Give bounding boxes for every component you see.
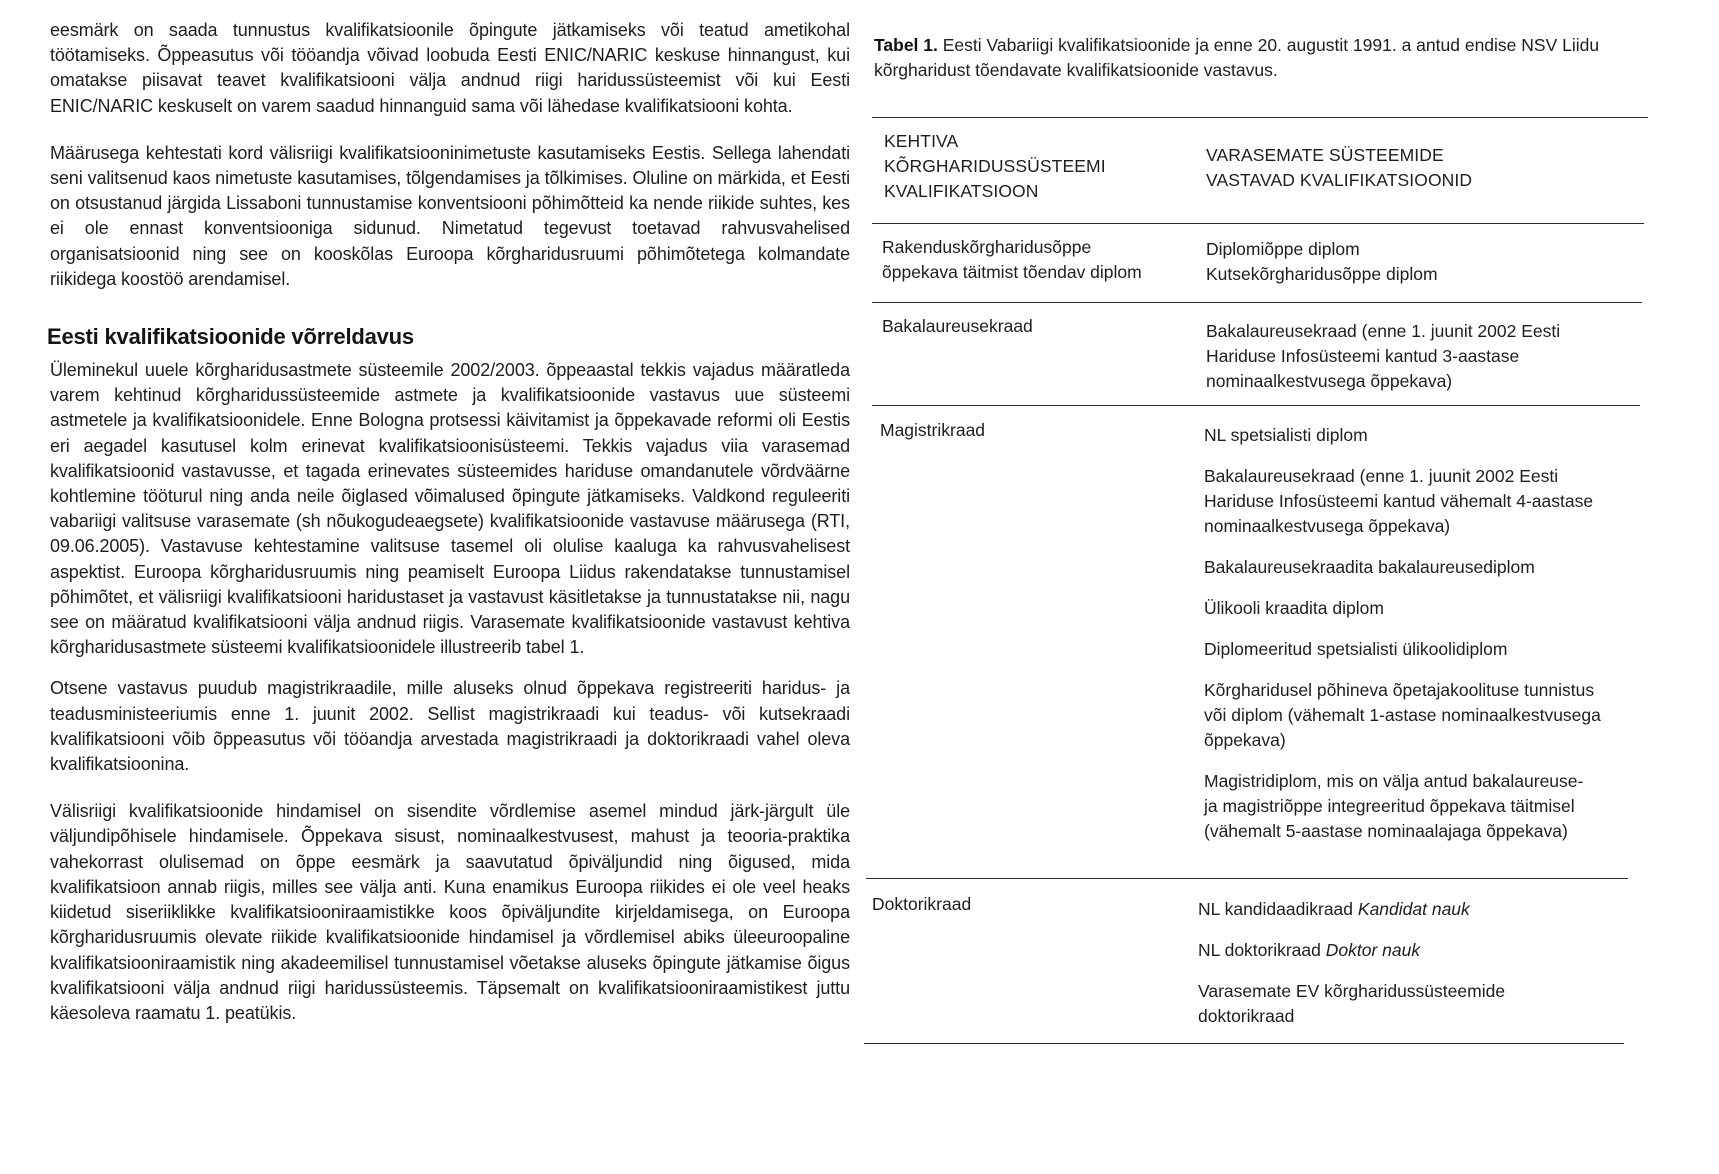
cell-line: Ülikooli kraadita diplom [1204, 598, 1384, 618]
previous-item [1204, 769, 1644, 844]
cell-line: Bakalaureusekraad (enne 1. juunit 2002 Eesti [1204, 466, 1559, 486]
cell-line: Varasemate EV kõrgharidussüsteemide [1198, 981, 1506, 1001]
cell-line: Kõrgharidusel põhineva õpetajakoolituse tunnistus [1204, 680, 1595, 700]
cell-line: Kutsekõrgharidusõppe diplom [1206, 264, 1438, 284]
table-section [872, 33, 1662, 1026]
cell-line: Hariduse Infosüsteemi kantud 3-aastase [1206, 346, 1520, 366]
table-rule-header [872, 223, 1644, 224]
cell-text: NL doktorikraad [1198, 940, 1326, 960]
previous-item [1204, 678, 1644, 753]
paragraph-magistrikraad: Otsene vastavus puudub magistrikraadile, mille aluseks olnud õppekava registreeriti haridus- ja teadusministeeriumis enne 1. juunit 2002. Sellist magistrikraadi kui teadus- või kutsekraadi kvalifikatsiooni võib õppeasutus või tööandja arvestada magistrikraadi ja doktorikraadi vahel oleva kvalifikatsioonina. [50, 678, 850, 775]
cell-line: Bakalaureusekraadita bakalaureusediplom [1204, 557, 1535, 577]
cell-text: NL kandidaadikraad [1198, 899, 1358, 919]
row-bakalaureusekraad-current [882, 314, 1202, 339]
previous-item [1198, 979, 1638, 1029]
row-bakalaureusekraad-previous [1206, 319, 1646, 394]
header-line: VASTAVAD KVALIFIKATSIOONID [1206, 170, 1473, 190]
cell-line: või diplom (vähemalt 1-astase nominaalkestvusega [1204, 705, 1601, 725]
table-rule-row2 [872, 405, 1640, 406]
previous-item [1204, 596, 1644, 621]
table-rule-bottom [864, 1043, 1624, 1044]
paragraph-maarus: Määrusega kehtestati kord välisriigi kvalifikatsiooninimetuste kasutamiseks Eestis. Sellega lahendati seni valitsenud kaos nimetuste kasutamises, tõlgendamises ja tõlkimises. Oluline on märkida, et Eesti on otsustanud järgida Lissaboni tunnustamise konventsiooni põhimõtteid ka nende riikide suhtes, kes ei ole ennast konventsiooniga sidunud. Nimetatud tegevust toetavad rahvusvahelised organisatsioonid ning see on kooskõlas Euroopa kõrgharidusruumi põhimõtetega kolmandate riikidega koostöö arendamisel. [50, 142, 850, 289]
cell-line: õppekava) [1204, 730, 1286, 750]
header-line: KVALIFIKATSIOON [884, 181, 1039, 201]
cell-line: Magistridiplom, mis on välja antud bakalaureuse- [1204, 771, 1584, 791]
previous-item [1204, 423, 1644, 448]
row-magistrikraad-current [880, 418, 1200, 443]
cell-line: Diplomeeritud spetsialisti ülikoolidiplom [1204, 639, 1508, 659]
row-doktorikraad-previous [1198, 897, 1638, 1029]
row-magistrikraad-previous [1204, 423, 1644, 844]
table-caption-label: Tabel 1. [874, 35, 938, 55]
table-caption-text: Eesti Vabariigi kvalifikatsioonide ja enne 20. augustit 1991. a antud endise NSV Liidu kõrgharidust tõendavate kvalifikatsioonide vastavus. [874, 35, 1600, 80]
header-line: KEHTIVA [884, 131, 959, 151]
previous-item [1204, 464, 1644, 539]
table-header-current [884, 129, 1204, 204]
row-rakenduskorgharidus-previous [1206, 237, 1646, 287]
table-rule-row3 [866, 878, 1628, 879]
cell-line: Magistrikraad [880, 420, 986, 440]
paragraph-valisriigi-hindamine: Välisriigi kvalifikatsioonide hindamisel on sisendite võrdlemise asemel mindud järk-järgult üle väljundipõhisele hindamisele. Õppekava sisust, nominaalkestvusest, mahust ja teooria-praktika vahekorrast olulisemad on õppe eesmärk ja saavutatud õpiväljundid ning õigused, mida kvalifikatsioon annab riigis, milles see välja anti. Kuna enamikus Euroopa riikides ei ole veel heaks kiidetud siseriiklikke kvalifikatsiooniraamistikke koos õpiväljundite kirjeldamisega, on Euroopa kõrgharidusruumis olevate riikide kvalifikatsioonide hindamisel ja võrdlemisel abiks üleeuroopaline kvalifikatsiooniraamistik ning akadeemilisel tunnustamisel võetakse aluseks õpingute jätkamise õigus kvalifikatsiooni välja andnud riigi haridussüsteemis. Täpsemalt on kvalifikatsiooniraamistikest juttu käesoleva raamatu 1. peatükis. [50, 801, 850, 1023]
cell-text-italic: Kandidat nauk [1357, 899, 1470, 919]
previous-item [1198, 897, 1638, 922]
paragraph-enic-naric: eesmärk on saada tunnustus kvalifikatsioonile õpingute jätkamiseks või teatud ametikohal töötamiseks. Õppeasutus või tööandja võivad loobuda Eesti ENIC/NARIC keskuse hinnangust, kui omatakse piisavat teavet kvalifikatsiooni välja andnud riigi haridussüsteemist või kui Eesti ENIC/NARIC keskuselt on varem saadud hinnanguid sama või lähedase kvalifikatsiooni kohta. [50, 20, 850, 116]
header-line: KÕRGHARIDUSSÜSTEEMI [884, 156, 1106, 176]
previous-item [1204, 555, 1644, 580]
previous-item [1204, 637, 1644, 662]
cell-line: Bakalaureusekraad [882, 316, 1033, 336]
table-header-previous [1206, 143, 1646, 193]
table-rule-row1 [872, 302, 1642, 303]
cell-line: nominaalkestvusega õppekava) [1204, 516, 1451, 536]
header-line: VARASEMATE SÜSTEEMIDE [1206, 145, 1444, 165]
cell-line: doktorikraad [1198, 1006, 1295, 1026]
cell-line: õppekava täitmist tõendav diplom [882, 262, 1142, 282]
row-rakenduskorgharidus-current [882, 235, 1202, 285]
cell-line: Rakenduskõrgharidusõppe [882, 237, 1092, 257]
left-column [47, 18, 850, 1026]
table-caption [874, 33, 1664, 82]
cell-line: Doktorikraad [872, 894, 972, 914]
cell-line: (vähemalt 5-aastase nominaalajaga õppekava) [1204, 821, 1568, 841]
row-doktorikraad-current [872, 892, 1192, 917]
cell-line: NL spetsialisti diplom [1204, 425, 1368, 445]
previous-item [1198, 938, 1638, 963]
cell-line: Diplomiõppe diplom [1206, 239, 1360, 259]
cell-text-italic: Doktor nauk [1325, 940, 1421, 960]
cell-line: ja magistriõppe integreeritud õppekava täitmisel [1204, 796, 1575, 816]
table-rule-top [872, 117, 1648, 118]
section-heading: Eesti kvalifikatsioonide võrreldavus [47, 324, 414, 350]
cell-line: Hariduse Infosüsteemi kantud vähemalt 4-aastase [1204, 491, 1594, 511]
cell-line: Bakalaureusekraad (enne 1. juunit 2002 Eesti [1206, 321, 1561, 341]
paragraph-uleminek: Üleminekul uuele kõrgharidusastmete süsteemile 2002/2003. õppeaastal tekkis vajadus määratleda varem kehtinud kõrgharidussüsteemide astmete ja kvalifikatsioonide vastavus uue süsteemi astmetele ja kvalifikatsioonidele. Enne Bologna protsessi käivitamist ja õppekavade reformi oli Eestis eri aegadel kasutusel kolm erinevat kvalifikatsioonisüsteemi. Tekkis vajadus viia varasemad kvalifikatsioonid vastavusse, et tagada erinevates süsteemides hariduse omandanutele võrdväärne kohtlemine tööturul ning anda neile õiglased võimalused õpingute jätkamiseks. Valdkond reguleeriti vabariigi valitsuse varasemate (sh nõukogudeaegsete) kvalifikatsioonide vastavuse määrusega (RTI, 09.06.2005). Vastavuse kehtestamine valitsuse tasemel oli olulise kaaluga ka rahvusvahelisest aspektist. Euroopa kõrgharidusruumis ning peamiselt Euroopa Liidus rakendatakse tunnustamisel põhimõtet, et välisriigi kvalifikatsiooni haridustaset ja vastavust käsitletakse ja tunnustatakse nii, nagu see on määratud kvalifikatsiooni välja andnud riigis. Varasemate kvalifikatsioonide vastavust kehtiva kõrgharidusastmete süsteemi kvalifikatsioonidele illustreerib tabel 1. [50, 360, 850, 658]
cell-line: nominaalkestvusega õppekava) [1206, 371, 1453, 391]
